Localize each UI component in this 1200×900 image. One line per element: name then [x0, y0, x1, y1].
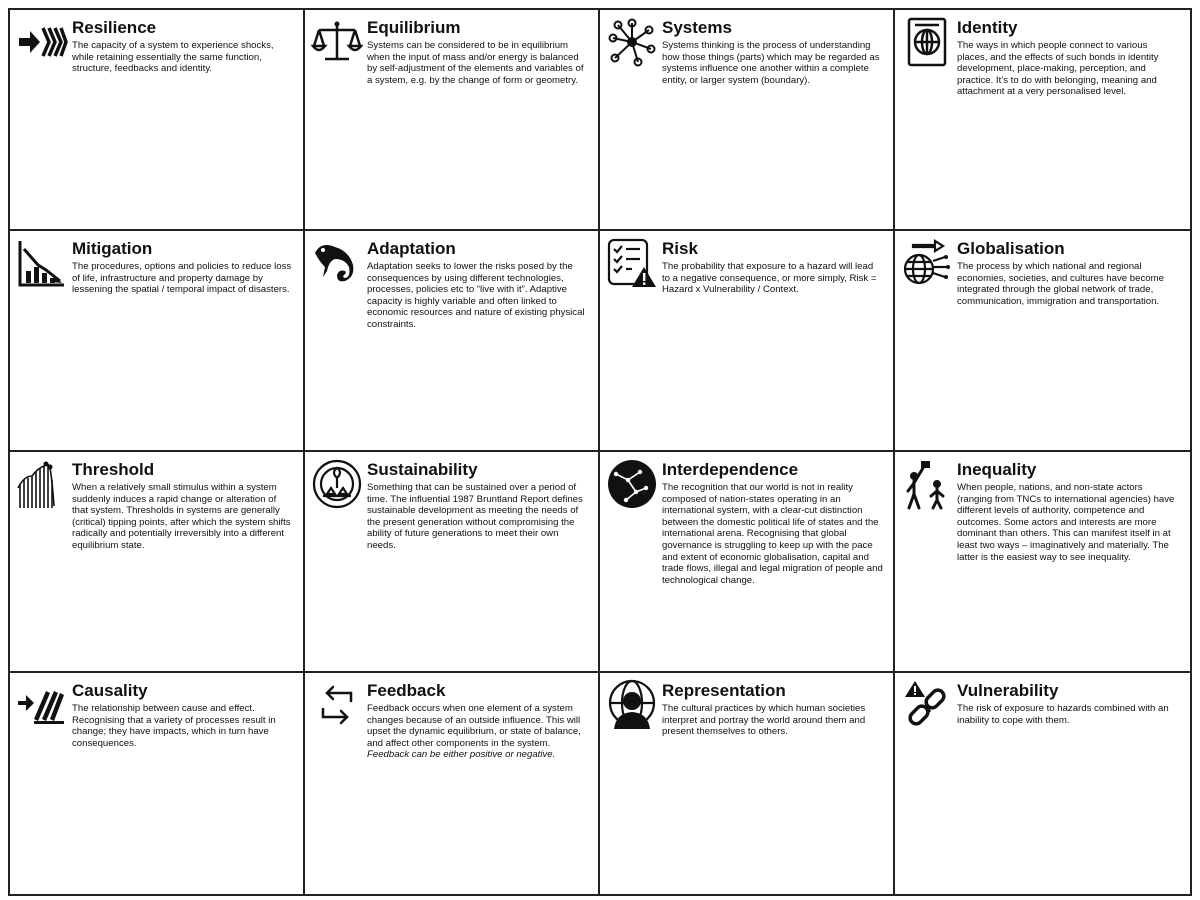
card-title: Equilibrium	[367, 18, 461, 37]
card-description: Adaptation seeks to lower the risks posed by the consequences by using different technologies, processes, policies etc to “live with it”. Adaptive capacity is highly variable and often linked to economic resources and nature of existing physical constraints.	[367, 261, 585, 330]
card-description: The cultural practices by which human societies interpret and portray the world around them and present themselves to others.	[662, 703, 866, 738]
card-adaptation	[305, 231, 600, 452]
card-threshold	[10, 452, 305, 673]
card-title: Causality	[72, 681, 148, 700]
card-risk	[600, 231, 895, 452]
card-globalisation	[895, 231, 1190, 452]
card-title: Identity	[957, 18, 1018, 37]
card-title: Resilience	[72, 18, 157, 37]
concept-sheet	[8, 8, 1192, 896]
card-feedback	[305, 673, 600, 894]
two-people-flag-icon	[901, 458, 953, 510]
card-description: The procedures, options and policies to reduce loss of life, infrastructure and property damage by lessening the spatial / temporal impact of disasters.	[72, 261, 292, 296]
card-description: The probability that exposure to a hazard will lead to a negative consequence, or more simply, Risk = Hazard x Vulnerability / Context.	[662, 261, 877, 296]
balance-scale-icon	[311, 16, 363, 68]
card-description: When people, nations, and non-state actors (ranging from TNCs to international agencies) have different levels of authority, competence and outcomes. Some actors and interests are more dominant than others. This can manifest itself in at least two ways – imaginatively and materially. The latter is the easiest way to see inequality.	[957, 482, 1175, 563]
card-description: The recognition that our world is not in reality composed of nation-states operating in an international system, with a clear-cut distinction between the domestic political life of states and the international arena. Recognising that global governance is struggling to keep up with the pace and extent of economic globalisation, capital and trade flows, illegal and legal migration of people and technological change.	[662, 482, 883, 586]
card-representation	[600, 673, 895, 894]
card-title: Feedback	[367, 681, 446, 700]
world-map-links-icon	[606, 458, 658, 510]
network-hub-icon	[606, 16, 658, 68]
card-title: Adaptation	[367, 239, 456, 258]
globe-connections-icon	[901, 237, 953, 289]
card-systems	[600, 10, 895, 231]
card-description: The relationship between cause and effect. Recognising that a variety of processes result in change; they have impacts, which in turn have consequences.	[72, 703, 276, 749]
card-vulnerability	[895, 673, 1190, 894]
feedback-arrows-icon	[311, 679, 363, 731]
card-title: Mitigation	[72, 239, 153, 258]
card-description: The process by which national and regional economies, societies, and cultures have become integrated through the global network of trade, communication, immigration and transportation.	[957, 261, 1164, 307]
card-description: Systems can be considered to be in equilibrium when the input of mass and/or energy is balanced by self-adjustment of the elements and variables of a system, e.g. by the change of form or geometry.	[367, 40, 584, 86]
person-globe-icon	[606, 679, 658, 731]
card-title: Vulnerability	[957, 681, 1059, 700]
checklist-warning-icon	[606, 237, 658, 289]
card-description: The risk of exposure to hazards combined with an inability to cope with them.	[957, 703, 1169, 726]
card-causality	[10, 673, 305, 894]
card-title: Threshold	[72, 460, 155, 479]
card-description-main: Feedback occurs when one element of a system changes because of an outside influence. This will upset the dynamic equilibrium, or state of balance, and affect other components in the system.	[367, 703, 581, 749]
card-title: Inequality	[957, 460, 1037, 479]
card-interdependence	[600, 452, 895, 673]
passport-globe-icon	[901, 16, 953, 68]
sustainability-circle-icon	[311, 458, 363, 510]
card-inequality	[895, 452, 1190, 673]
card-description: Something that can be sustained over a period of time. The influential 1987 Bruntland Report defines sustainable development as meeting the needs of the present generation without compromising the ability of future generations to meet their own needs.	[367, 482, 583, 551]
resilience-icon	[16, 16, 68, 68]
broken-chain-warning-icon	[901, 679, 953, 731]
card-title: Risk	[662, 239, 698, 258]
card-description: When a relatively small stimulus within a system suddenly induces a rapid change or alteration of that system. Thresholds in systems are generally (critical) tipping points, after which the system shifts radically and potentially irreversibly into a different equilibrium state.	[72, 482, 291, 551]
card-description-italic: Feedback can be either positive or negative.	[367, 749, 556, 761]
card-resilience	[10, 10, 305, 231]
card-description	[367, 703, 588, 761]
domino-arrow-icon	[16, 679, 68, 731]
card-equilibrium	[305, 10, 600, 231]
card-title: Representation	[662, 681, 786, 700]
card-description: The capacity of a system to experience shocks, while retaining essentially the same function, structure, feedbacks and identity.	[72, 40, 274, 75]
declining-chart-icon	[16, 237, 68, 289]
card-sustainability	[305, 452, 600, 673]
card-mitigation	[10, 231, 305, 452]
card-title: Sustainability	[367, 460, 478, 479]
card-title: Interdependence	[662, 460, 799, 479]
chameleon-icon	[311, 237, 363, 289]
card-title: Systems	[662, 18, 732, 37]
concept-grid	[10, 10, 1190, 894]
rollercoaster-icon	[16, 458, 68, 510]
card-description: The ways in which people connect to various places, and the effects of such bonds in identity development, place-making, perception, and practice. It’s to do with belonging, meaning and attachment at a very personalised level.	[957, 40, 1159, 98]
card-title: Globalisation	[957, 239, 1065, 258]
card-identity	[895, 10, 1190, 231]
card-description: Systems thinking is the process of understanding how those things (parts) which may be regarded as systems influence one another within a complete entity, or larger system (boundary).	[662, 40, 880, 86]
